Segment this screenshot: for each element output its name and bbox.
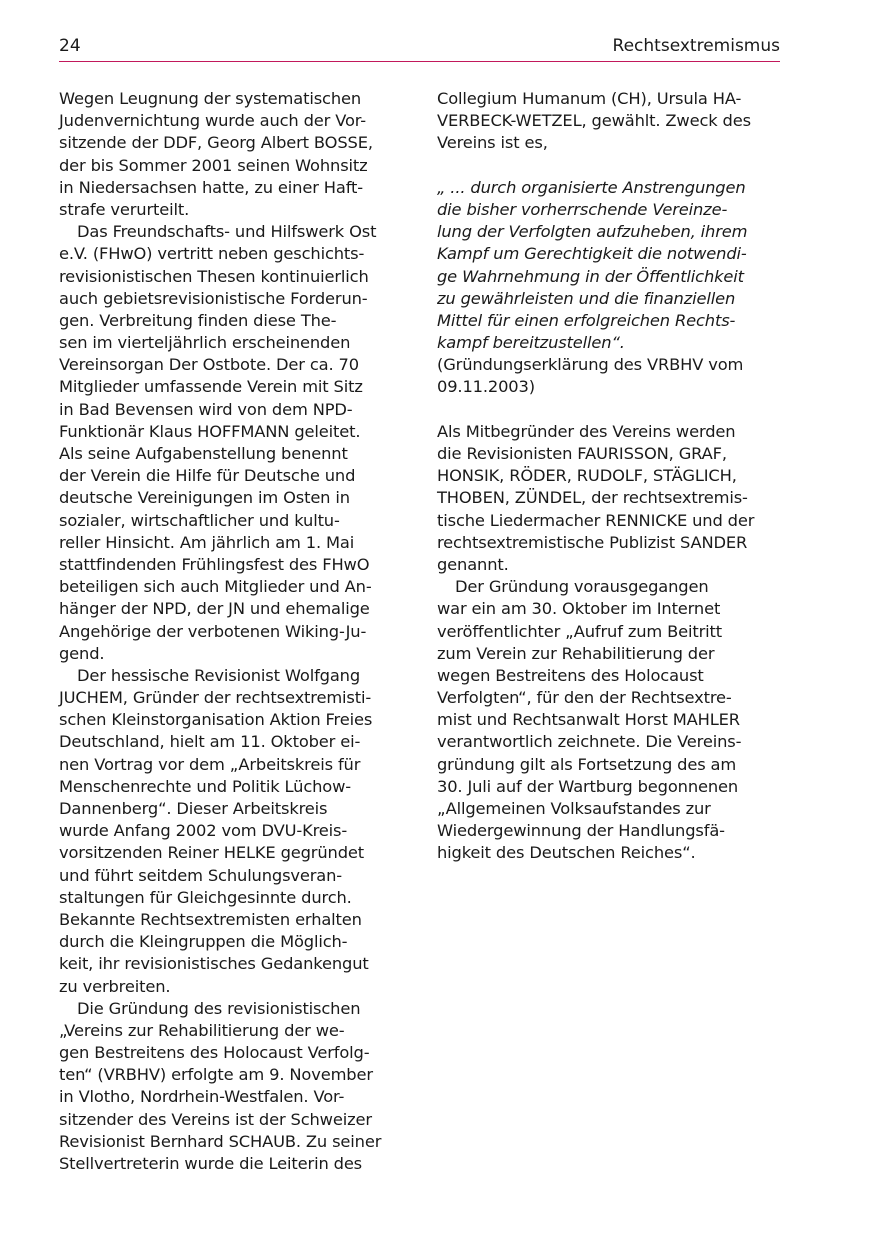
header-rule <box>59 61 780 62</box>
text-line: der Verein die Hilfe für Deutsche und <box>59 466 356 486</box>
text-line: revisionistischen Thesen kontinuierlich <box>59 266 369 286</box>
text-line: HONSIK, RÖDER, RUDOLF, STÄGLICH, <box>437 466 737 486</box>
text-line: „Vereins zur Rehabilitierung der we- <box>59 1020 345 1040</box>
text-line: Die Gründung des revisionistischen <box>77 998 361 1018</box>
text-line: die Revisionisten FAURISSON, GRAF, <box>437 444 727 463</box>
quote-line: kampf bereitzustellen“. <box>437 333 625 353</box>
text-line: wurde Anfang 2002 vom DVU-Kreis- <box>59 821 348 841</box>
text-line: „Allgemeinen Volksaufstandes zur <box>437 799 711 818</box>
text-line: tische Liedermacher RENNICKE und der <box>437 510 755 530</box>
text-line: sitzende der DDF, Georg Albert BOSSE, <box>59 133 373 153</box>
text-line: auch gebietsrevisionistische Forderun- <box>59 288 368 308</box>
text-line: Wegen Leugnung der systematischen <box>59 89 362 108</box>
text-line: beteiligen sich auch Mitglieder und An- <box>59 577 372 597</box>
text-line: in Vlotho, Nordrhein-Westfalen. Vor- <box>59 1087 345 1107</box>
text-line: Judenvernichtung wurde auch der Vor- <box>59 111 366 131</box>
text-line: Dannenberg“. Dieser Arbeitskreis <box>59 799 328 818</box>
text-line: verantwortlich zeichnete. Die Vereins- <box>437 732 742 752</box>
text-line: Deutschland, hielt am 11. Oktober ei- <box>59 732 361 752</box>
text-line: Der hessische Revisionist Wolfgang <box>77 665 361 685</box>
text-line: Collegium Humanum (CH), Ursula HA- <box>437 89 742 108</box>
text-line: VERBECK-WETZEL, gewählt. Zweck des <box>437 111 751 131</box>
text-line: schen Kleinstorganisation Aktion Freies <box>59 710 373 730</box>
quote-line: ge Wahrnehmung in der Öffentlichkeit <box>437 266 744 286</box>
text-line: Angehörige der verbotenen Wiking-Ju- <box>59 621 367 641</box>
text-line: zum Verein zur Rehabilitierung der <box>437 643 715 663</box>
page-number: 24 <box>59 36 81 56</box>
text-line: gend. <box>59 643 105 663</box>
text-line: strafe verurteilt. <box>59 199 190 219</box>
paragraph-gap <box>437 155 782 177</box>
source-line: (Gründungserklärung des VRBHV vom <box>437 355 744 375</box>
text-line: deutsche Vereinigungen im Osten in <box>59 488 350 508</box>
text-line: nen Vortrag vor dem „Arbeitskreis für <box>59 754 361 774</box>
text-line: Bekannte Rechtsextremisten erhalten <box>59 909 362 929</box>
quote-line: Mittel für einen erfolgreichen Rechts- <box>437 310 736 330</box>
quote-line: „ ... durch organisierte Anstrengungen <box>437 177 746 197</box>
text-line: mist und Rechtsanwalt Horst MAHLER <box>437 710 740 730</box>
quote-source <box>437 354 782 398</box>
text-line: higkeit des Deutschen Reiches“. <box>437 843 696 863</box>
text-line: gen Bestreitens des Holocaust Verfolg- <box>59 1043 370 1063</box>
text-line: sozialer, wirtschaftlicher und kultu- <box>59 510 340 530</box>
quote-line: Kampf um Gerechtigkeit die notwendi- <box>437 244 747 264</box>
source-line: 09.11.2003) <box>437 377 535 397</box>
quote-line: lung der Verfolgten aufzuheben, ihrem <box>437 222 748 242</box>
founding-quote <box>437 177 782 355</box>
text-line: war ein am 30. Oktober im Internet <box>437 599 721 619</box>
text-line: vorsitzenden Reiner HELKE gegründet <box>59 843 364 863</box>
text-line: gen. Verbreitung finden diese The- <box>59 310 337 330</box>
text-line: JUCHEM, Gründer der rechtsextremisti- <box>59 688 372 708</box>
text-line: wegen Bestreitens des Holocaust <box>437 665 704 685</box>
text-line: in Bad Bevensen wird von dem NPD- <box>59 399 353 419</box>
text-line: Wiedergewinnung der Handlungsfä- <box>437 821 725 841</box>
text-line: Menschenrechte und Politik Lüchow- <box>59 776 352 796</box>
right-intro-paragraph <box>437 88 782 155</box>
text-line: THOBEN, ZÜNDEL, der rechtsextremis- <box>437 488 748 508</box>
text-line: und führt seitdem Schulungsveran- <box>59 865 343 885</box>
right-column <box>437 88 782 865</box>
text-line: rechtsextremistische Publizist SANDER <box>437 532 748 552</box>
text-line: Als seine Aufgabenstellung benennt <box>59 444 348 463</box>
text-line: e.V. (FHwO) vertritt neben geschichts- <box>59 244 365 264</box>
text-line: keit, ihr revisionistisches Gedankengut <box>59 954 369 974</box>
text-line: veröffentlichter „Aufruf zum Beitritt <box>437 621 722 641</box>
text-line: Revisionist Bernhard SCHAUB. Zu seiner <box>59 1131 382 1151</box>
running-title: Rechtsextremismus <box>612 36 780 56</box>
text-line: ten“ (VRBHV) erfolgte am 9. November <box>59 1065 373 1085</box>
quote-line: zu gewährleisten und die finanziellen <box>437 288 736 308</box>
text-line: reller Hinsicht. Am jährlich am 1. Mai <box>59 532 355 552</box>
text-line: Vereinsorgan Der Ostbote. Der ca. 70 <box>59 355 359 375</box>
text-line: staltungen für Gleichgesinnte durch. <box>59 887 352 907</box>
text-line: hänger der NPD, der JN und ehemalige <box>59 599 370 619</box>
left-column <box>59 88 409 1175</box>
quote-line: die bisher vorherrschende Vereinze- <box>437 199 728 219</box>
text-line: Funktionär Klaus HOFFMANN geleitet. <box>59 421 361 441</box>
text-line: Das Freundschafts- und Hilfswerk Ost <box>77 222 377 242</box>
text-line: Vereins ist es, <box>437 133 548 153</box>
text-line: Der Gründung vorausgegangen <box>455 577 709 597</box>
right-body-text <box>437 421 782 865</box>
text-line: gründung gilt als Fortsetzung des am <box>437 754 737 774</box>
text-line: sen im vierteljährlich erscheinenden <box>59 333 351 353</box>
text-line: Als Mitbegründer des Vereins werden <box>437 421 736 441</box>
text-line: sitzender des Vereins ist der Schweizer <box>59 1109 372 1129</box>
text-line: in Niedersachsen hatte, zu einer Haft- <box>59 177 363 197</box>
text-line: der bis Sommer 2001 seinen Wohnsitz <box>59 155 368 175</box>
text-line: Mitglieder umfassende Verein mit Sitz <box>59 377 363 397</box>
page-header <box>59 35 780 63</box>
text-line: durch die Kleingruppen die Möglich- <box>59 932 348 952</box>
paragraph-gap <box>437 399 782 421</box>
text-line: genannt. <box>437 554 509 574</box>
text-line: Stellvertreterin wurde die Leiterin des <box>59 1154 363 1173</box>
text-line: stattfindenden Frühlingsfest des FHwO <box>59 554 370 574</box>
text-line: 30. Juli auf der Wartburg begonnenen <box>437 776 739 796</box>
text-line: zu verbreiten. <box>59 976 171 996</box>
text-line: Verfolgten“, für den der Rechtsextre- <box>437 688 732 708</box>
